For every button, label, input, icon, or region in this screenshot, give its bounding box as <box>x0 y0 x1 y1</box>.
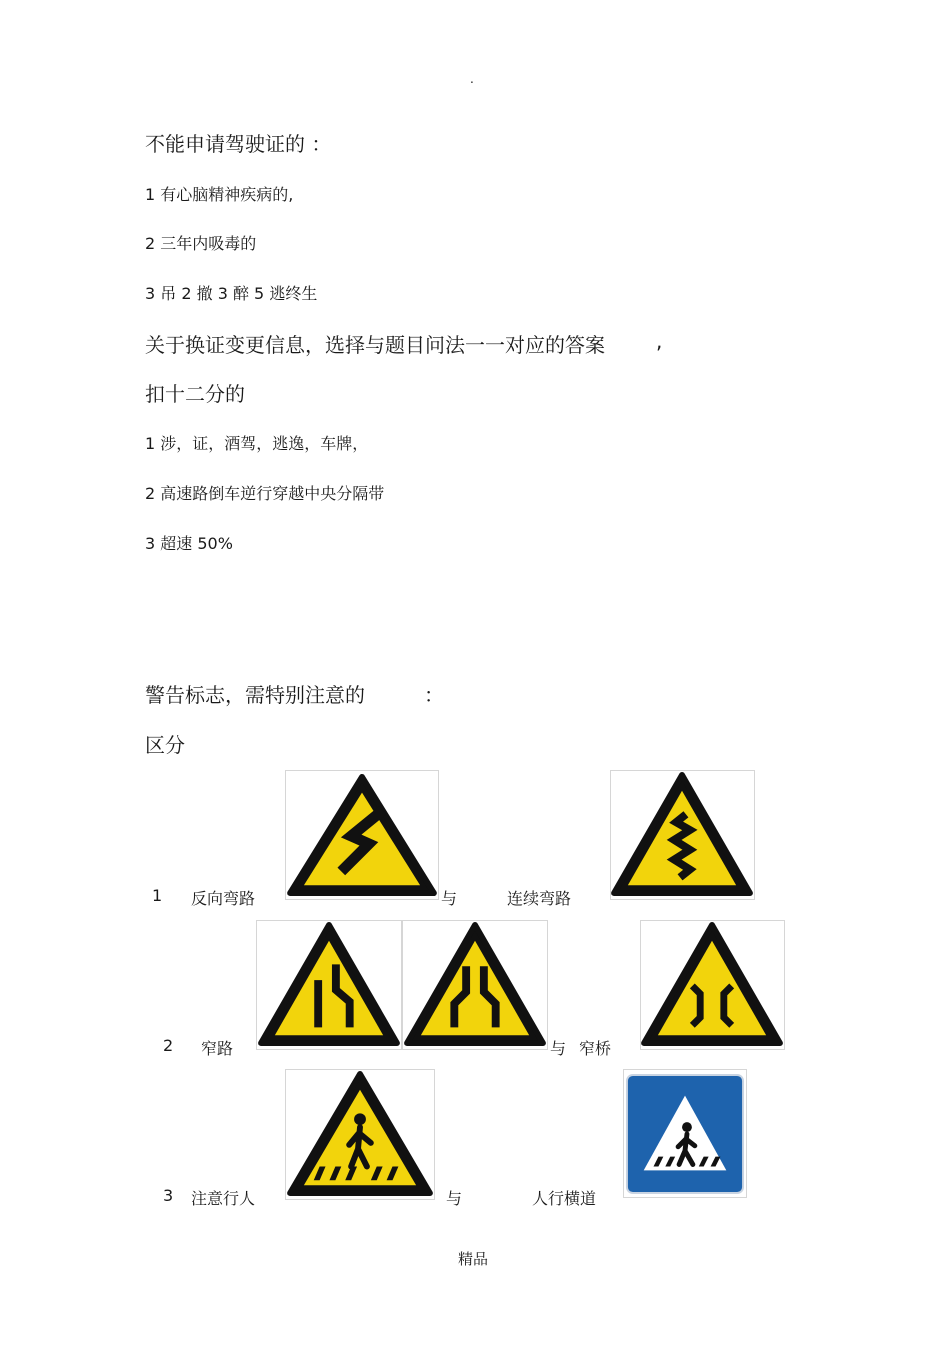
road-narrows-left-sign-icon <box>256 920 402 1050</box>
watch-pedestrians-sign-icon <box>285 1069 435 1200</box>
section1-item-3: 3 吊 2 撤 3 醉 5 逃终生 <box>145 284 318 303</box>
row2-number: 2 <box>163 1036 174 1055</box>
row1-and: 与 <box>441 889 458 908</box>
row3-and: 与 <box>446 1189 463 1208</box>
section4-colon: ： <box>424 683 444 707</box>
section3-item-2: 2 高速路倒车逆行穿越中央分隔带 <box>145 484 385 503</box>
section2-comma: , <box>656 329 663 353</box>
row1-right-label: 连续弯路 <box>507 889 572 908</box>
pedestrian-crossing-sign-icon <box>623 1069 747 1198</box>
section2-title: 关于换证变更信息，选择与题目问法一一对应的答案 <box>145 333 605 357</box>
row3-left-label: 注意行人 <box>191 1189 256 1208</box>
narrow-bridge-sign-icon <box>640 920 785 1050</box>
row2-left-label: 窄路 <box>201 1039 234 1058</box>
section1-item-2: 2 三年内吸毒的 <box>145 234 257 253</box>
section3-title: 扣十二分的 <box>145 382 245 406</box>
reverse-curve-sign-icon <box>285 770 439 900</box>
section3-item-1: 1 涉，证，酒驾，逃逸，车牌， <box>145 434 369 453</box>
winding-road-sign-icon <box>610 770 755 900</box>
row3-right-label: 人行横道 <box>532 1189 597 1208</box>
header-mark: . <box>470 72 474 86</box>
section3-item-3: 3 超速 50% <box>145 534 233 553</box>
section4-title: 警告标志，需特别注意的 <box>145 683 365 707</box>
section4-subtitle: 区分 <box>145 733 185 757</box>
section1-title: 不能申请驾驶证的 ： <box>145 132 332 156</box>
section1-item-1: 1 有心脑精神疾病的, <box>145 185 294 204</box>
row1-left-label: 反向弯路 <box>191 889 256 908</box>
road-narrows-both-sign-icon <box>402 920 548 1050</box>
row1-number: 1 <box>152 886 163 905</box>
row2-right-label: 窄桥 <box>579 1039 612 1058</box>
page-footer: 精品 <box>458 1250 489 1268</box>
row3-number: 3 <box>163 1186 174 1205</box>
row2-and: 与 <box>550 1039 567 1058</box>
